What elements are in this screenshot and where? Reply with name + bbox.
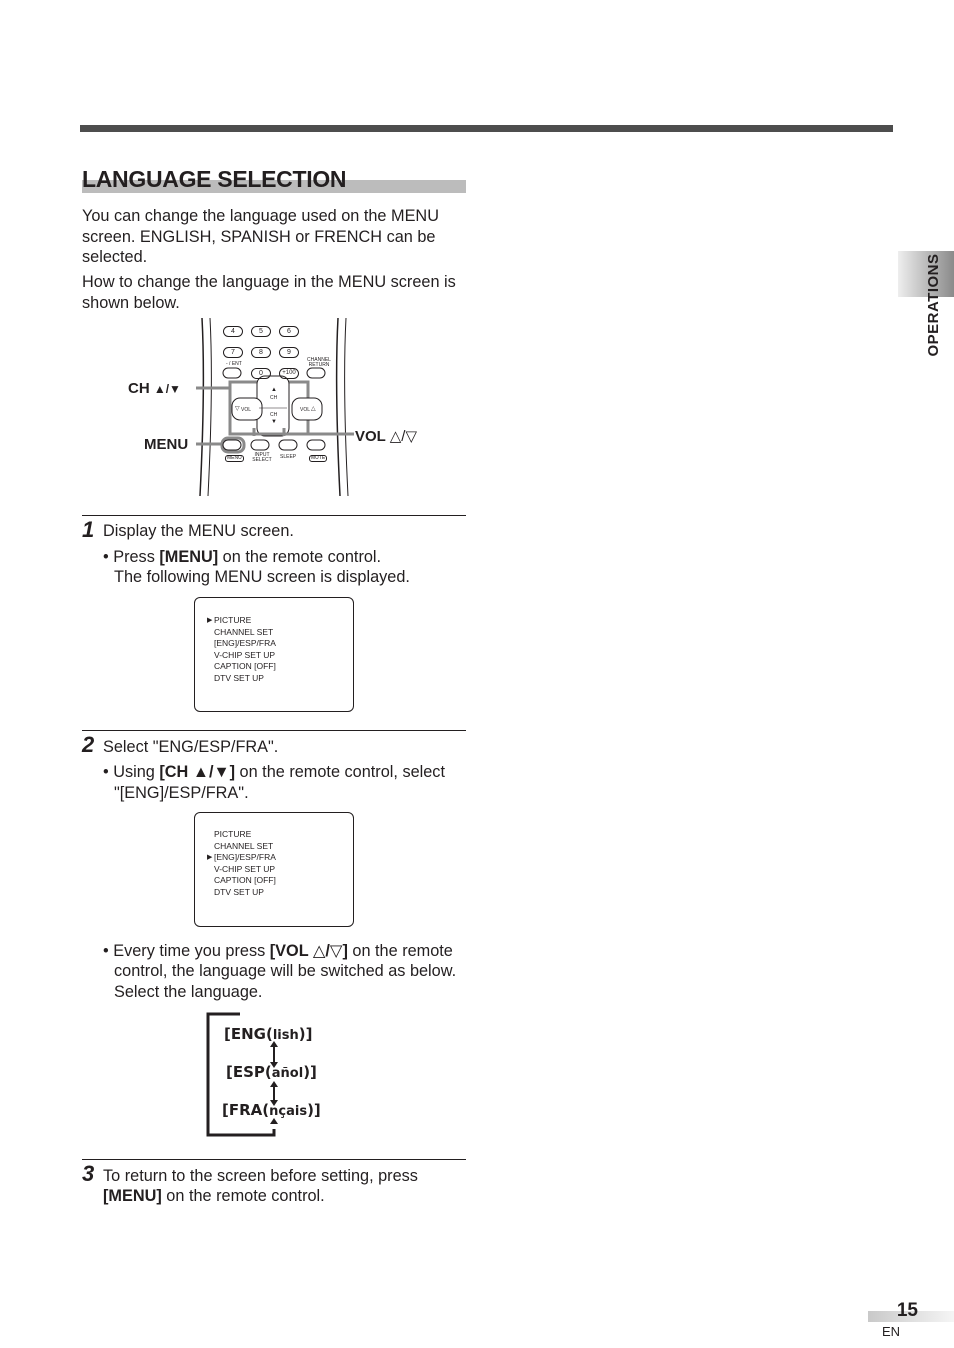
menu-item: [ENG]/ESP/FRA bbox=[214, 852, 276, 862]
menu-item: CAPTION [OFF] bbox=[214, 661, 276, 671]
input-select-label: INPUT SELECT bbox=[252, 452, 272, 463]
key-6[interactable]: 6 bbox=[279, 326, 299, 337]
menu-item: V-CHIP SET UP bbox=[214, 863, 276, 874]
remote-illustration bbox=[120, 316, 470, 500]
step2-menu-screen bbox=[194, 812, 354, 927]
menu-item: PICTURE bbox=[214, 829, 252, 839]
menu-item: PICTURE bbox=[214, 615, 252, 625]
page-number: 15 bbox=[896, 1300, 918, 1321]
menu-cursor-icon: ▶ bbox=[207, 617, 213, 624]
menu-item: [ENG]/ESP/FRA bbox=[214, 638, 276, 648]
lang-option-eng: [ENG(lish)] bbox=[224, 1025, 313, 1043]
ch-up-icon[interactable]: ▲ bbox=[271, 387, 277, 393]
mute-label: MUTE bbox=[311, 455, 326, 461]
key-5[interactable]: 5 bbox=[251, 326, 271, 337]
step2-text: Select "ENG/ESP/FRA". bbox=[103, 738, 279, 756]
menu-item: DTV SET UP bbox=[214, 672, 264, 683]
key-0[interactable]: 0 bbox=[251, 368, 271, 379]
step1-number: 1 bbox=[82, 517, 95, 542]
channel-return-label: CHANNEL RETURN bbox=[307, 357, 331, 368]
header-rule bbox=[80, 125, 893, 132]
vol-line3: Select the language. bbox=[114, 983, 263, 1001]
vol-line2: control, the language will be switched as below. bbox=[114, 962, 457, 980]
key-9[interactable]: 9 bbox=[279, 347, 299, 358]
page-language: EN bbox=[882, 1324, 901, 1339]
ch-arrows-icon: ▲/▼ bbox=[153, 382, 181, 396]
remote-body-outline bbox=[120, 316, 470, 500]
menu-item: CAPTION [OFF] bbox=[214, 875, 276, 885]
menu-item: DTV SET UP bbox=[214, 886, 264, 897]
step1-text: Display the MENU screen. bbox=[103, 522, 294, 540]
menu-item: CHANNEL SET bbox=[214, 626, 274, 637]
step1-line2: The following MENU screen is displayed. bbox=[114, 568, 410, 586]
callout-ch: CH ▲/▼ bbox=[128, 380, 181, 397]
step1-menu-list bbox=[214, 615, 276, 684]
key-7[interactable]: 7 bbox=[223, 347, 243, 358]
vol-label-left: VOL bbox=[241, 407, 252, 413]
intro-paragraph-1: You can change the language used on the MENU screen. ENGLISH, SPANISH or FRENCH can be selected. bbox=[82, 207, 439, 266]
step3-rule bbox=[82, 1159, 466, 1160]
menu-item: V-CHIP SET UP bbox=[214, 649, 276, 660]
sleep-label: SLEEP bbox=[280, 454, 297, 460]
step2-line2: "[ENG]/ESP/FRA". bbox=[114, 784, 249, 802]
lang-option-esp: [ESP(añol)] bbox=[226, 1063, 317, 1081]
intro-paragraph-2: How to change the language in the MENU screen is shown below. bbox=[82, 273, 456, 312]
lang-option-fra: [FRA(nçais)] bbox=[222, 1101, 321, 1119]
side-tab-text: OPERATIONS bbox=[925, 253, 942, 357]
step1-rule bbox=[82, 515, 466, 516]
step3-number: 3 bbox=[82, 1161, 95, 1186]
step1-menu-screen bbox=[194, 597, 354, 712]
key-8[interactable]: 8 bbox=[251, 347, 271, 358]
key-100[interactable]: +100 bbox=[279, 368, 299, 379]
key-4[interactable]: 4 bbox=[223, 326, 243, 337]
ch-label-bottom: CH bbox=[270, 412, 278, 418]
callout-vol: VOL △/▽ bbox=[355, 428, 417, 445]
vol-down-icon[interactable]: ▽ bbox=[235, 406, 240, 412]
step3-line2: [MENU] on the remote control. bbox=[103, 1187, 325, 1205]
vol-label-right: VOL bbox=[300, 407, 311, 413]
language-cycle-diagram bbox=[204, 1011, 330, 1139]
vol-up-icon[interactable]: △ bbox=[311, 406, 316, 412]
callout-menu: MENU bbox=[144, 436, 189, 453]
vol-bullet: • Every time you press [VOL △/▽] on the remote bbox=[103, 942, 453, 960]
menu-item: CHANNEL SET bbox=[214, 840, 274, 851]
step1-bullet: • Press [MENU] on the remote control. bbox=[103, 548, 382, 566]
step3-text: To return to the screen before setting, press bbox=[103, 1167, 418, 1185]
ch-down-icon[interactable]: ▼ bbox=[271, 419, 277, 425]
step2-rule bbox=[82, 730, 466, 731]
step2-bullet: • Using [CH ▲/▼] on the remote control, select bbox=[103, 763, 445, 781]
section-title: LANGUAGE SELECTION bbox=[82, 166, 347, 192]
step2-number: 2 bbox=[82, 732, 95, 757]
ent-label: - / ENT bbox=[226, 361, 242, 367]
step2-menu-list bbox=[214, 829, 276, 898]
menu-cursor-icon: ▶ bbox=[207, 854, 213, 861]
ch-label-top: CH bbox=[270, 395, 278, 401]
menu-key-label: MENU bbox=[227, 455, 242, 461]
vol-arrows-icon: △/▽ bbox=[389, 428, 417, 445]
